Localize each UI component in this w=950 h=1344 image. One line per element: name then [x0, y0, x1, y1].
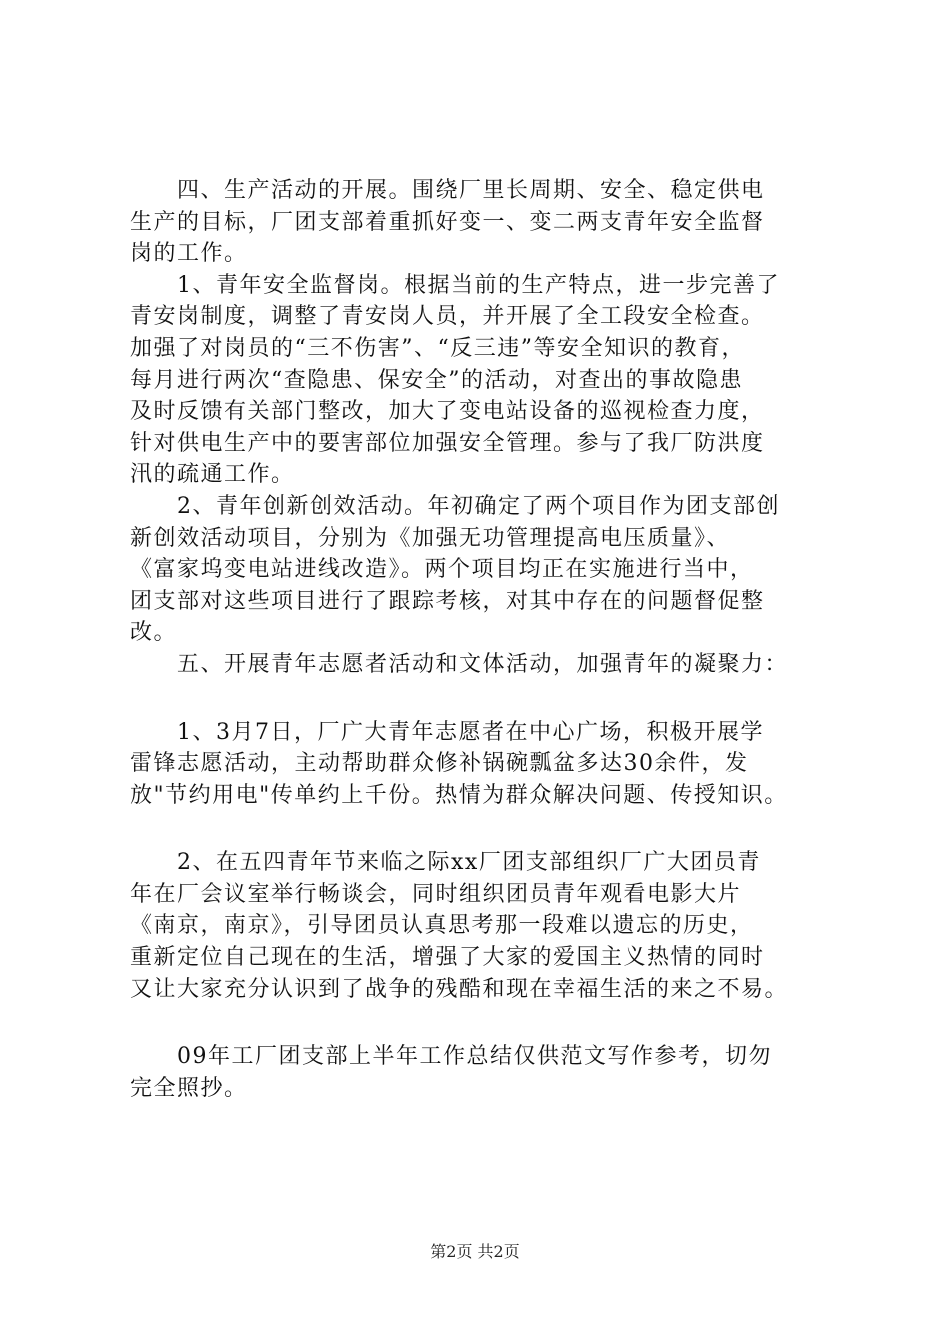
paragraph-disclaimer: [130, 1041, 845, 1104]
text-line: 又让大家充分认识到了战争的残酷和现在幸福生活的来之不易。: [130, 976, 789, 1002]
text-line: 每月进行两次“查隐患、保安全”的活动，对查出的事故隐患: [130, 367, 743, 393]
text-line: 生产的目标，厂团支部着重抓好变一、变二两支青年安全监督: [130, 209, 765, 235]
text-line: 《南京，南京》，引导团员认真思考那一段难以遗忘的历史，: [130, 913, 754, 939]
paragraph-volunteer-heading: [130, 649, 845, 681]
text-line: 团支部对这些项目进行了跟踪考核，对其中存在的问题督促整: [130, 588, 765, 614]
text-line: 完全照抄。: [130, 1075, 248, 1101]
text-line: 1、青年安全监督岗。根据当前的生产特点，进一步完善了: [130, 272, 780, 298]
paragraph-spacer: [130, 811, 845, 847]
text-line: 岗的工作。: [130, 241, 248, 267]
text-line: 放"节约用电"传单约上千份。热情为群众解决问题、传授知识。: [130, 782, 788, 808]
text-line: 2、青年创新创效活动。年初确定了两个项目作为团支部创: [130, 493, 780, 519]
text-line: 汛的疏通工作。: [130, 462, 295, 488]
paragraph-production-activities: [130, 175, 845, 270]
text-line: 改。: [130, 620, 178, 646]
paragraph-spacer: [130, 681, 845, 717]
text-line: 加强了对岗员的“三不伤害”、“反三违”等安全知识的教育，: [130, 335, 745, 361]
text-line: 及时反馈有关部门整改，加大了变电站设备的巡视检查力度，: [130, 399, 765, 425]
text-line: 五、开展青年志愿者活动和文体活动，加强青年的凝聚力：: [130, 651, 789, 677]
text-line: 新创效活动项目，分别为《加强无功管理提高电压质量》、: [130, 525, 731, 551]
text-line: 1、3月7日，厂广大青年志愿者在中心广场，积极开展学: [130, 719, 764, 745]
paragraph-spacer: [130, 1005, 845, 1041]
text-line: 雷锋志愿活动，主动帮助群众修补锅碗瓢盆多达30余件，发: [130, 751, 749, 777]
paragraph-volunteer-event: [130, 717, 845, 812]
text-line: 年在厂会议室举行畅谈会，同时组织团员青年观看电影大片: [130, 881, 742, 907]
document-body: [130, 175, 845, 1104]
text-line: 青安岗制度，调整了青安岗人员，并开展了全工段安全检查。: [130, 304, 765, 330]
paragraph-safety-supervision: [130, 270, 845, 491]
text-line: 四、生产活动的开展。围绕厂里长周期、安全、稳定供电: [130, 178, 765, 203]
paragraph-youth-day: [130, 847, 845, 1005]
paragraph-innovation: [130, 491, 845, 649]
text-line: 09年工厂团支部上半年工作总结仅供范文写作参考，切勿: [130, 1044, 772, 1070]
page-number-footer: 第2页 共2页: [430, 1242, 520, 1261]
text-line: 重新定位自己现在的生活，增强了大家的爱国主义热情的同时: [130, 945, 765, 971]
text-line: 2、在五四青年节来临之际xx厂团支部组织厂广大团员青: [130, 850, 761, 876]
text-line: 针对供电生产中的要害部位加强安全管理。参与了我厂防洪度: [130, 430, 765, 456]
text-line: 《富家坞变电站进线改造》。两个项目均正在实施进行当中，: [130, 557, 754, 583]
